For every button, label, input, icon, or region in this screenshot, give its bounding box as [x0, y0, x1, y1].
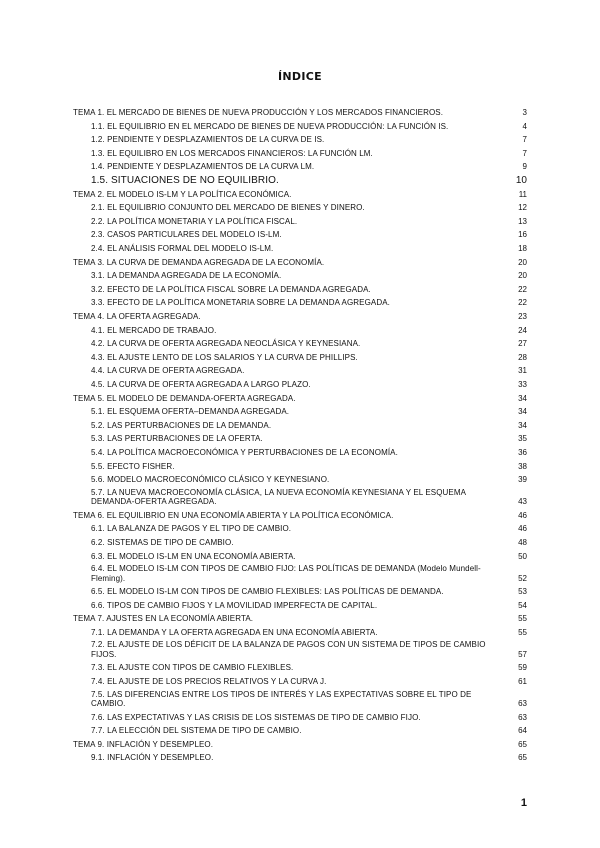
- toc-entry-title: TEMA 3. LA CURVA DE DEMANDA AGREGADA DE LA ECONOMÍA.: [73, 257, 325, 267]
- toc-chapter-entry[interactable]: [73, 390, 527, 404]
- toc-entry-title: 7.7. LA ELECCIÓN DEL SISTEMA DE TIPO DE CAMBIO.: [91, 726, 302, 736]
- toc-entry-page: 54: [518, 600, 527, 610]
- toc-entry-title: 3.2. EFECTO DE LA POLÍTICA FISCAL SOBRE LA DEMANDA AGREGADA.: [91, 284, 371, 294]
- toc-entry-title: 4.2. LA CURVA DE OFERTA AGREGADA NEOCLÁSICA Y KEYNESIANA.: [91, 339, 361, 349]
- toc-entry-title: 7.3. EL AJUSTE CON TIPOS DE CAMBIO FLEXIBLES.: [91, 663, 294, 673]
- toc-entry-page: 53: [518, 587, 527, 597]
- toc-entry-title: TEMA 5. EL MODELO DE DEMANDA-OFERTA AGREGADA.: [73, 393, 296, 403]
- toc-entry-page: 48: [518, 537, 527, 547]
- toc-entry-title: 9.1. INFLACIÓN Y DESEMPLEO.: [91, 753, 214, 763]
- toc-entry-page: 43: [518, 497, 527, 507]
- toc-section-entry[interactable]: [73, 521, 527, 535]
- toc-entry-page: 35: [518, 434, 527, 444]
- toc-entry-title: 7.6. LAS EXPECTATIVAS Y LAS CRISIS DE LOS SISTEMAS DE TIPO DE CAMBIO FIJO.: [91, 712, 421, 722]
- toc-entry-page: 7: [522, 148, 527, 158]
- toc-entry-page: 33: [518, 379, 527, 389]
- toc-entry-title: 1.4. PENDIENTE Y DESPLAZAMIENTOS DE LA CURVA LM.: [91, 162, 315, 172]
- toc-section-entry[interactable]: [73, 119, 527, 133]
- toc-entry-page: 34: [518, 393, 527, 403]
- toc-section-entry[interactable]: [73, 146, 527, 160]
- toc-section-entry[interactable]: [73, 688, 527, 710]
- toc-chapter-entry[interactable]: [73, 255, 527, 269]
- toc-entry-title: 1.3. EL EQUILIBRO EN LOS MERCADOS FINANCIEROS: LA FUNCIÓN LM.: [91, 148, 373, 158]
- toc-entry-page: 3: [522, 108, 527, 118]
- toc-entry-page: 38: [518, 461, 527, 471]
- toc-entry-page: 31: [518, 366, 527, 376]
- toc-entry-title: 5.4. LA POLÍTICA MACROECONÓMICA Y PERTURBACIONES DE LA ECONOMÍA.: [91, 447, 398, 457]
- toc-chapter-entry[interactable]: [73, 187, 527, 201]
- page-number: 1: [520, 797, 527, 809]
- toc-section-entry[interactable]: [73, 159, 527, 173]
- toc-entry-title: 3.1. LA DEMANDA AGREGADA DE LA ECONOMÍA.: [91, 271, 282, 281]
- toc-entry-page: 63: [518, 699, 527, 709]
- toc-chapter-entry[interactable]: [73, 508, 527, 522]
- toc-entry-page: 64: [518, 726, 527, 736]
- toc-entry-title: 2.1. EL EQUILIBRIO CONJUNTO DEL MERCADO DE BIENES Y DINERO.: [91, 203, 365, 213]
- toc-entry-page: 16: [518, 230, 527, 240]
- toc-entry-title: 3.3. EFECTO DE LA POLÍTICA MONETARIA SOBRE LA DEMANDA AGREGADA.: [91, 298, 390, 308]
- toc-section-entry[interactable]: [73, 295, 527, 309]
- toc-section-entry[interactable]: [73, 584, 527, 598]
- toc-chapter-entry[interactable]: [73, 309, 527, 323]
- toc-entry-page: 34: [518, 420, 527, 430]
- toc-entry-title: TEMA 7. AJUSTES EN LA ECONOMÍA ABIERTA.: [73, 614, 254, 624]
- toc-entry-page: 28: [518, 352, 527, 362]
- toc-entry-title: 6.6. TIPOS DE CAMBIO FIJOS Y LA MOVILIDAD IMPERFECTA DE CAPITAL.: [91, 600, 378, 610]
- toc-entry-page: 7: [522, 135, 527, 145]
- toc-entry-page: 10: [515, 175, 527, 187]
- toc-entry-title: 4.1. EL MERCADO DE TRABAJO.: [91, 325, 217, 335]
- toc-chapter-entry[interactable]: [73, 105, 527, 119]
- toc-section-entry[interactable]: [73, 750, 527, 764]
- toc-section-entry[interactable]: [73, 200, 527, 214]
- toc-entry-title: 4.4. LA CURVA DE OFERTA AGREGADA.: [91, 366, 245, 376]
- toc-section-entry[interactable]: [73, 638, 527, 660]
- toc-section-entry[interactable]: [73, 472, 527, 486]
- toc-entry-title: 6.3. EL MODELO IS-LM EN UNA ECONOMÍA ABIERTA.: [91, 551, 296, 561]
- page-title: ÍNDICE: [278, 70, 322, 83]
- toc-entry-title: 1.5. SITUACIONES DE NO EQUILIBRIO.: [91, 175, 279, 187]
- toc-section-entry[interactable]: [73, 227, 527, 241]
- toc-entry-page: 12: [518, 203, 527, 213]
- toc-entry-title: 6.5. EL MODELO IS-LM CON TIPOS DE CAMBIO FLEXIBLES: LAS POLÍTICAS DE DEMANDA.: [91, 587, 444, 597]
- toc-section-entry[interactable]: [73, 377, 527, 391]
- toc-entry-title: 7.1. LA DEMANDA Y LA OFERTA AGREGADA EN UNA ECONOMÍA ABIERTA.: [91, 627, 378, 637]
- toc-entry-page: 34: [518, 407, 527, 417]
- toc-entry-title: 2.2. LA POLÍTICA MONETARIA Y LA POLÍTICA FISCAL.: [91, 216, 298, 226]
- toc-section-entry[interactable]: [73, 674, 527, 688]
- toc-entry-page: 61: [518, 677, 527, 687]
- toc-entry-title: 4.3. EL AJUSTE LENTO DE LOS SALARIOS Y LA CURVA DE PHILLIPS.: [91, 352, 358, 362]
- toc-section-entry[interactable]: [73, 173, 527, 187]
- toc-entry-page: 39: [518, 475, 527, 485]
- toc-entry-page: 46: [518, 524, 527, 534]
- toc-entry-title: 5.3. LAS PERTURBACIONES DE LA OFERTA.: [91, 434, 263, 444]
- toc-entry-page: 50: [518, 551, 527, 561]
- toc-section-entry[interactable]: [73, 418, 527, 432]
- toc-section-entry[interactable]: [73, 660, 527, 674]
- toc-entry-title: 5.1. EL ESQUEMA OFERTA–DEMANDA AGREGADA.: [91, 407, 290, 417]
- toc-entry-title: TEMA 9. INFLACIÓN Y DESEMPLEO.: [73, 739, 214, 749]
- toc-chapter-entry[interactable]: [73, 611, 527, 625]
- toc-entry-title: 1.1. EL EQUILIBRIO EN EL MERCADO DE BIENES DE NUEVA PRODUCCIÓN: LA FUNCIÓN IS.: [91, 121, 449, 131]
- toc-entry-title: 4.5. LA CURVA DE OFERTA AGREGADA A LARGO PLAZO.: [91, 379, 311, 389]
- toc-section-entry[interactable]: [73, 350, 527, 364]
- toc-entry-page: 9: [522, 162, 527, 172]
- toc-entry-title: TEMA 6. EL EQUILIBRIO EN UNA ECONOMÍA ABIERTA Y LA POLÍTICA ECONÓMICA.: [73, 510, 394, 520]
- toc-section-entry[interactable]: [73, 336, 527, 350]
- toc-section-entry[interactable]: [73, 404, 527, 418]
- toc-entry-page: 11: [518, 189, 527, 199]
- toc-section-entry[interactable]: [73, 445, 527, 459]
- toc-entry-title: 7.5. LAS DIFERENCIAS ENTRE LOS TIPOS DE INTERÉS Y LAS EXPECTATIVAS SOBRE EL TIPO DE CAMBIO.: [91, 689, 472, 709]
- toc-entry-page: 4: [522, 121, 527, 131]
- toc-section-entry[interactable]: [73, 268, 527, 282]
- toc-entry-page: 24: [518, 325, 527, 335]
- toc-entry-page: 18: [518, 244, 527, 254]
- toc-entry-page: 57: [518, 649, 527, 659]
- toc-section-entry[interactable]: [73, 562, 527, 584]
- toc-section-entry[interactable]: [73, 431, 527, 445]
- toc-entry-page: 22: [518, 298, 527, 308]
- toc-section-entry[interactable]: [73, 486, 527, 508]
- toc-section-entry[interactable]: [73, 458, 527, 472]
- toc-section-entry[interactable]: [73, 710, 527, 724]
- toc-section-entry[interactable]: [73, 363, 527, 377]
- toc-section-entry[interactable]: [73, 548, 527, 562]
- toc-entry-page: 46: [518, 510, 527, 520]
- toc-entry-page: 20: [518, 257, 527, 267]
- toc-entry-title: 5.5. EFECTO FISHER.: [91, 461, 175, 471]
- toc-entry-title: 5.6. MODELO MACROECONÓMICO CLÁSICO Y KEYNESIANO.: [91, 475, 330, 485]
- table-of-contents: [73, 105, 527, 764]
- toc-entry-title: TEMA 2. EL MODELO IS-LM Y LA POLÍTICA ECONÓMICA.: [73, 189, 292, 199]
- toc-entry-page: 59: [518, 663, 527, 673]
- toc-entry-title: 6.4. EL MODELO IS-LM CON TIPOS DE CAMBIO FIJO: LAS POLÍTICAS DE DEMANDA (Modelo Mundell-Fleming).: [91, 564, 481, 583]
- toc-entry-page: 22: [518, 284, 527, 294]
- toc-entry-title: 5.2. LAS PERTURBACIONES DE LA DEMANDA.: [91, 420, 272, 430]
- toc-entry-page: 55: [518, 614, 527, 624]
- toc-section-entry[interactable]: [73, 214, 527, 228]
- toc-entry-page: 13: [518, 216, 527, 226]
- toc-entry-title: 2.3. CASOS PARTICULARES DEL MODELO IS-LM.: [91, 230, 282, 240]
- toc-entry-title: 1.2. PENDIENTE Y DESPLAZAMIENTOS DE LA CURVA DE IS.: [91, 135, 325, 145]
- toc-entry-title: 5.7. LA NUEVA MACROECONOMÍA CLÁSICA, LA NUEVA ECONOMÍA KEYNESIANA Y EL ESQUEMA DEMANDA-OFERTA AGREGADA.: [91, 487, 466, 507]
- toc-entry-page: 52: [518, 573, 527, 583]
- toc-entry-page: 36: [518, 447, 527, 457]
- toc-entry-title: 6.1. LA BALANZA DE PAGOS Y EL TIPO DE CAMBIO.: [91, 524, 292, 534]
- toc-section-entry[interactable]: [73, 723, 527, 737]
- toc-section-entry[interactable]: [73, 132, 527, 146]
- toc-entry-page: 63: [518, 712, 527, 722]
- toc-section-entry[interactable]: [73, 282, 527, 296]
- toc-entry-page: 65: [518, 753, 527, 763]
- toc-section-entry[interactable]: [73, 535, 527, 549]
- toc-section-entry[interactable]: [73, 625, 527, 639]
- toc-entry-page: 27: [518, 339, 527, 349]
- toc-chapter-entry[interactable]: [73, 737, 527, 751]
- toc-section-entry[interactable]: [73, 241, 527, 255]
- toc-entry-title: 7.2. EL AJUSTE DE LOS DÉFICIT DE LA BALANZA DE PAGOS CON UN SISTEMA DE TIPOS DE CAMBIO FIJOS.: [91, 640, 486, 659]
- toc-entry-title: 6.2. SISTEMAS DE TIPO DE CAMBIO.: [91, 537, 234, 547]
- toc-entry-title: 7.4. EL AJUSTE DE LOS PRECIOS RELATIVOS Y LA CURVA J.: [91, 677, 327, 687]
- toc-section-entry[interactable]: [73, 323, 527, 337]
- toc-section-entry[interactable]: [73, 598, 527, 612]
- toc-entry-title: 2.4. EL ANÁLISIS FORMAL DEL MODELO IS-LM.: [91, 244, 274, 254]
- toc-entry-page: 23: [518, 312, 527, 321]
- toc-entry-page: 20: [518, 271, 527, 281]
- toc-entry-page: 65: [518, 739, 527, 749]
- toc-entry-title: TEMA 1. EL MERCADO DE BIENES DE NUEVA PRODUCCIÓN Y LOS MERCADOS FINANCIEROS.: [73, 108, 444, 118]
- toc-entry-page: 55: [518, 627, 527, 637]
- toc-entry-title: TEMA 4. LA OFERTA AGREGADA.: [73, 312, 201, 321]
